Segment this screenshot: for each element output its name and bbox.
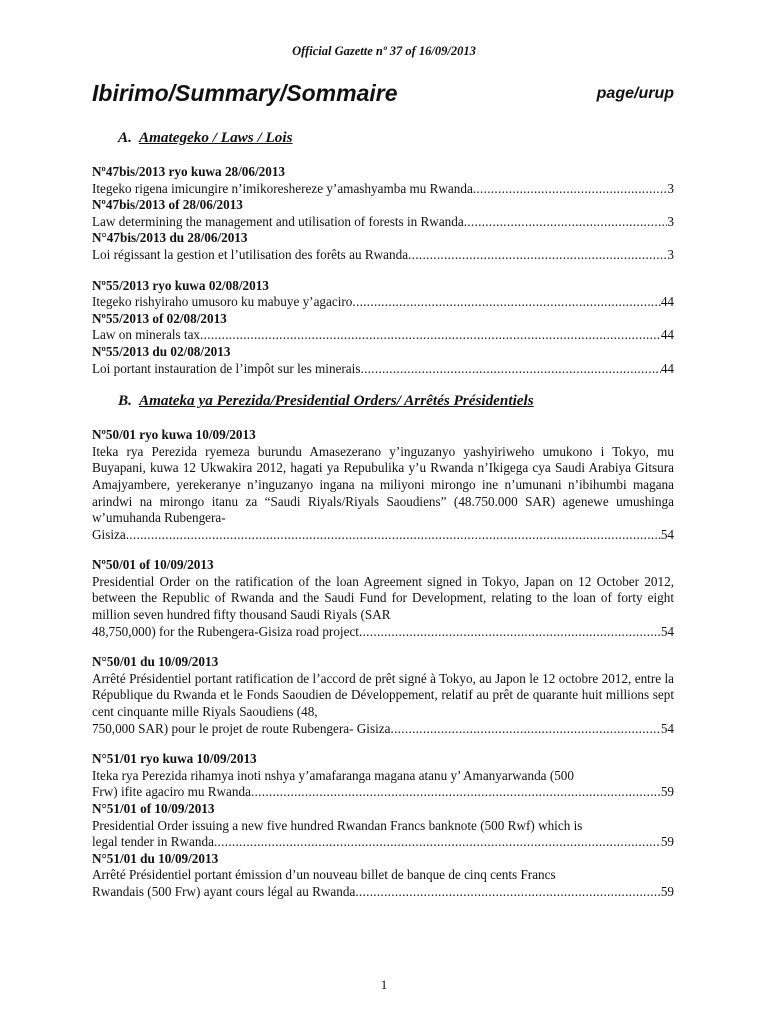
entry-body: Presidential Order issuing a new five hundred Rwandan Francs banknote (500 Rwf) which is	[92, 817, 583, 833]
toc-entry-line	[92, 884, 674, 901]
table-of-contents	[92, 128, 674, 901]
toc-entry	[92, 197, 674, 230]
entry-text: Frw) ifite agaciro mu Rwanda	[92, 784, 251, 800]
toc-entry	[92, 851, 674, 901]
toc-entry	[92, 311, 674, 344]
entry-text: 750,000 SAR) pour le projet de route Rubengera- Gisiza	[92, 720, 391, 736]
toc-entry	[92, 654, 674, 737]
toc-entry-line	[92, 834, 674, 851]
toc-entry-line	[92, 247, 674, 264]
entry-page: 54	[660, 526, 674, 542]
toc-entry-line	[92, 327, 674, 344]
entry-number: N°51/01 du 10/09/2013	[92, 850, 219, 866]
toc-entry-line	[92, 721, 674, 738]
dot-leader	[200, 327, 661, 344]
entry-number: Nº55/2013 of 02/08/2013	[92, 310, 227, 326]
dot-leader	[355, 884, 661, 901]
entry-text: Itegeko rigena imicungire n’imikoreshereze y’amashyamba mu Rwanda	[92, 180, 473, 196]
entry-page: 59	[660, 883, 674, 899]
section-b-list	[92, 427, 674, 900]
toc-entry	[92, 427, 674, 543]
toc-entry	[92, 230, 674, 263]
summary-header	[92, 80, 674, 114]
dot-leader	[390, 721, 660, 738]
entry-text: 48,750,000) for the Rubengera-Gisiza road project	[92, 623, 359, 639]
entry-text: Law determining the management and utilisation of forests in Rwanda	[92, 213, 464, 229]
entry-body: Iteka rya Perezida ryemeza burundu Amasezerano y’inguzanyo yashyiriweho umukono i Tokyo, mu Buyapani, kuwa 12 Ukwakira 2012, hagati ya Repubulika y’u Rwanda n’Ikigega cya Saudi Arabiya Gitsura Amajyambere, yerekeranye n’inguzanyo ingana na miliyoni mirongo ine n’umunani n’ibihumbi magana arindwi na mirongo itanu za “Saudi Riyals/Riyals Saoudiens” (48.750.000 SAR) agenewe umushinga w’umuhanda Rubengera-	[92, 443, 674, 526]
entry-number: N°51/01 of 10/09/2013	[92, 801, 215, 816]
dot-leader	[359, 624, 661, 641]
entry-page: 3	[667, 180, 674, 196]
entry-text: Itegeko rishyiraho umusoro ku mabuye y’agaciro	[92, 294, 353, 310]
entry-text: Law on minerals tax	[92, 327, 201, 343]
entry-text: legal tender in Rwanda	[92, 834, 214, 850]
toc-entry	[92, 164, 674, 197]
entry-body: Arrêté Présidentiel portant émission d’un nouveau billet de banque de cinq cents Francs	[92, 867, 556, 883]
entry-text: Rwandais (500 Frw) ayant cours légal au Rwanda	[92, 883, 356, 899]
entry-text: Gisiza	[92, 526, 126, 542]
entry-number: N°47bis/2013 du 28/06/2013	[92, 230, 248, 246]
toc-entry-line	[92, 784, 674, 801]
entry-page: 59	[660, 834, 674, 850]
dot-leader	[360, 361, 660, 378]
toc-entry	[92, 751, 674, 801]
page-column-label: page/urup	[596, 85, 674, 102]
entry-page: 3	[667, 213, 674, 229]
dot-leader	[408, 247, 667, 264]
dot-leader	[473, 181, 668, 198]
entry-page: 44	[660, 327, 674, 343]
dot-leader	[251, 784, 661, 801]
toc-entry-line	[92, 294, 674, 311]
entry-number: Nº47bis/2013 ryo kuwa 28/06/2013	[92, 164, 286, 179]
entry-number: Nº55/2013 du 02/08/2013	[92, 343, 231, 359]
toc-entry	[92, 344, 674, 377]
gazette-header: Official Gazette nº 37 of 16/09/2013	[292, 44, 476, 58]
dot-leader	[464, 214, 668, 231]
entry-number: N°50/01 du 10/09/2013	[92, 654, 219, 670]
entry-page: 54	[660, 623, 674, 639]
page-number: 1	[380, 977, 388, 992]
entry-number: Nº47bis/2013 of 28/06/2013	[92, 197, 243, 213]
entry-text: Loi portant instauration de l’impôt sur les minerais	[92, 360, 361, 376]
entry-number: Nº55/2013 ryo kuwa 02/08/2013	[92, 277, 269, 293]
entry-page: 44	[660, 294, 674, 310]
entry-text: Loi régissant la gestion et l’utilisation des forêts au Rwanda	[92, 246, 409, 262]
toc-entry	[92, 801, 674, 851]
entry-number: Nº50/01 of 10/09/2013	[92, 557, 214, 573]
dot-leader	[352, 294, 660, 311]
entry-page: 59	[660, 784, 674, 800]
toc-entry-line	[92, 361, 674, 378]
entry-page: 3	[667, 246, 674, 262]
entry-page: 44	[660, 360, 674, 376]
entry-group	[92, 164, 674, 264]
entry-body: Arrêté Présidentiel portant ratification de l’accord de prêt signé à Tokyo, au Japon le 12 octobre 2012, entre la République du Rwanda et le Fonds Saoudien de Développement, relatif au prêt de quarante huit millions sept cent cinquante mille Riyals Saoudiens (48,	[92, 670, 674, 720]
toc-entry	[92, 278, 674, 311]
entry-body: Presidential Order on the ratification of the loan Agreement signed in Tokyo, Japan on 12 October 2012, between the Republic of Rwanda and the Saudi Fund for Development, relating to the loan of forty eight million seven hundred fifty thousand Saudi Riyals (SAR	[92, 573, 674, 623]
dot-leader	[126, 527, 661, 544]
toc-entry-line	[92, 527, 674, 544]
entry-number: N°51/01 ryo kuwa 10/09/2013	[92, 751, 257, 767]
toc-entry-line	[92, 624, 674, 641]
entry-body: Iteka rya Perezida rihamya inoti nshya y’amafaranga magana atanu y’ Amanyarwanda (500	[92, 767, 574, 783]
toc-entry-line	[92, 181, 674, 198]
toc-entry-line	[92, 214, 674, 231]
summary-title: Ibirimo/Summary/Sommaire	[92, 80, 398, 106]
toc-entry	[92, 557, 674, 640]
section-b-heading: B. Amateka ya Perezida/Presidential Orders/ Arrêtés Présidentiels	[118, 392, 534, 410]
entry-number: Nº50/01 ryo kuwa 10/09/2013	[92, 427, 256, 443]
entry-page: 54	[660, 720, 674, 736]
dot-leader	[214, 834, 661, 851]
entry-group	[92, 278, 674, 378]
section-a-heading: A. Amategeko / Laws / Lois	[118, 129, 293, 146]
section-a-list	[92, 164, 674, 377]
